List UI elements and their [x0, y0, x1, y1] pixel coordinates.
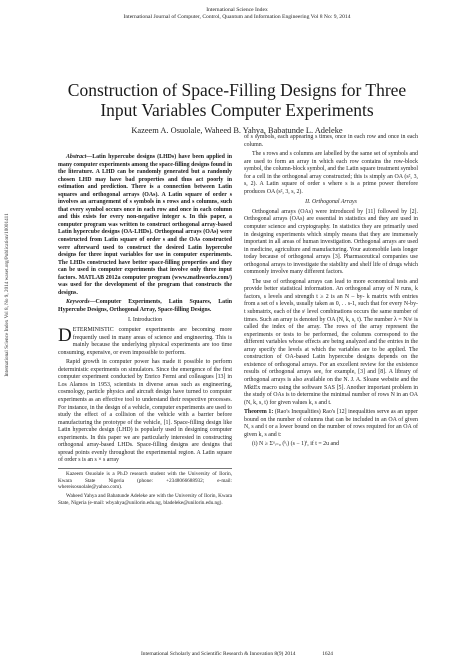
right-paragraph-3: The use of orthogonal arrays can lead to more economical tests and provide better statistical information. An orthogonal array of N runs, k factors, s levels and strength t ≥ 2 is an N – by- k matrix with entries from a set of s levels, usually taken as 0, . . s-1, such that for every N-by- t submatrix, each of the sᵗ level combinations occurs the same number of times. Such an array is denoted by OA (N, k, s, t). The number λ = N/sᵗ is called the index of the array. The rows of the array represent the experiments or tests to be performed, the columns correspond to the different variables whose effects are being analyzed and the entries in the array specify the levels at which the variables are to be applied. The construction of OA-based Latin hypercube designs depends on the existence of orthogonal arrays. For an excellent review for the existence results of orthogonal arrays see, for example, [3] and [8]. A library of orthogonal arrays is also available on the N. J. A. Sloane website and the MktEx macro using the software SAS [5]. Another important problem in the study of OAs is to determine the minimal number of rows N in an OA (N, k, s, t) for given values k, s and t. [244, 278, 418, 406]
journal-citation: International Journal of Computer, Control, Quantum and Information Engineering Vol 8 No: 9, 2014 [123, 14, 351, 20]
page-footer [40, 651, 434, 657]
side-watermark-text: International Science Index Vol 8, No 9, 2014 waset.org/Publication/10001411 [4, 213, 10, 377]
intro-paragraph-1 [58, 327, 232, 357]
right-paragraph-0: of s symbols, each appearing s times, once in each row and once in each column. [244, 134, 418, 148]
paper-title [40, 80, 434, 120]
keywords-text: —Computer Experiments, Latin Squares, Latin Hypercube Designs, Orthogonal Array, Space-filling Designs. [58, 299, 232, 313]
footnote-2: Waheed Yahya and Babatunde Adeleke are with the University of Ilorin, Kwara State, Nigeria (e-mail: wbyahya@unilorin.edu.ng, bladeleke@unilorin.edu.ng). [58, 493, 232, 507]
section-heading-orthogonal-arrays: II. Orthogonal Arrays [305, 199, 357, 206]
authors: Kazeem A. Osuolale, Waheed B. Yahya, Babatunde L. Adeleke [131, 126, 343, 135]
theorem-label: Theorem 1: [244, 409, 274, 416]
keywords [58, 299, 232, 314]
right-paragraph-2: Orthogonal arrays (OAs) were introduced by [11] followed by [2]. Orthogonal arrays (OAs) are essential in statistics and they are used in computer science and cryptography. In statistics they are primarily used in designing experiments which simply means that they are immensely important in all areas of human investigation. Orthogonal arrays are used in medicine, agriculture and manufacturing. Your automobile lasts longer today because of orthogonal arrays [3]. Pharmaceutical companies use orthogonal arrays to investigate the stability and shelf life of drugs which commonly involve many different factors. [244, 208, 418, 276]
rao-inequality-formula: (i) N ≥ Σᵘᵢ₌₀ (ᵏᵢ) (s − 1)ⁱ, if t = 2u and [252, 441, 340, 448]
left-column [58, 154, 232, 509]
right-column [244, 134, 418, 451]
abstract-text: —Latin hypercube designs (LHDs) have been applied in many computer experiments among the space-filling designs found in the literature. A LHD can be randomly generated but a randomly chosen LHD may have bad properties and thus act poorly in estimation and prediction. There is a connection between Latin squares and orthogonal arrays (OAs). A Latin square of order s involves an arrangement of s symbols in s rows and s columns, such that every symbol occurs once in each row and once in each column and this exists for every non-negative integer s. In this paper, a computer program was written to construct orthogonal array-based Latin hypercube designs (OA-LHDs). Orthogonal arrays (OAs) were constructed from Latin square of order s and the OAs constructed were afterward used to construct the desired Latin hypercube designs for three input variables for use in computer experiments. The LHDs constructed have better space-filling properties and they can be used in computer experiments that involve only three input factors. MATLAB 2012a computer program (www.mathworks.com/) was used for the development of the program that constructs the designs. [58, 154, 232, 296]
intro-p1-text: ETERMINISTIC computer experiments are becoming more frequently used in many areas of science and engineering. This is mainly because the underlying physical experiments are too time consuming, expensive, or even impossible to perform. [58, 327, 232, 356]
right-paragraph-1: The s rows and s columns are labelled by the same set of symbols and are used to form an array in which each row contains the row-block symbol, the column-block symbol, and the Latin square treatment symbol for a cell in the orthogonal array constructed; this is simply an OA (s², 3, s, 2). A Latin square of order s where s is a prime power therefore produces OA (s², 3, s, 2). [244, 151, 418, 195]
dropcap: D [58, 325, 72, 347]
journal-index-label: International Science Index [206, 7, 268, 13]
footnotes [58, 468, 232, 507]
footnote-1: Kazeem Osuolale is a Ph.D research student with the University of Ilorin, Kwara State Nigeria (phone: +2348066688932; e-mail: whereisosuolale@yahoo.com). [58, 470, 232, 491]
theorem-1 [244, 409, 418, 439]
title-line-2: Input Variables Computer Experiments [100, 100, 374, 120]
page-number: 1624 [322, 651, 333, 657]
intro-paragraph-2: Rapid growth in computer power has made it possible to perform deterministic experiments on simulators. Since the emergence of the first computer experiment conducted by Enrico Fermi and colleagues [13] in Los Alamos in 1953, scientists in diverse areas such as engineering, cosmology, particle physics and aircraft design have turned to computer experiments as an effective tool to understand their respective processes. For instance, in the design of a vehicle, computer experiments are used to study the effect of a collision of the vehicle with a barrier before manufacturing the prototype of the vehicle, [1]. Space-filling design like Latin hypercube design (LHD) is popularly used in designing computer experiments. In this paper we are particularly interested in constructing orthogonal array-based LHDs. Space-filling designs are designs that spread points evenly throughout the experimental region. A Latin square of order s is an s × s array [58, 359, 232, 464]
title-line-1: Construction of Space-Filling Designs for Three [67, 80, 407, 100]
abstract [58, 154, 232, 297]
theorem-text: (Rao's Inequalities) Rao's [12] inequalities serve as an upper bound on the number of columns that can be included in an OA of given N, s and t or a lower bound on the number of rows required for an OA of given k, s and t: [244, 409, 418, 438]
section-heading-introduction: I. Introduction [127, 317, 163, 324]
keywords-label: Keywords [66, 299, 90, 306]
footer-publisher: International Scholarly and Scientific Research & Innovation 8(9) 2014 [141, 651, 296, 657]
abstract-label: Abstract [66, 154, 87, 160]
